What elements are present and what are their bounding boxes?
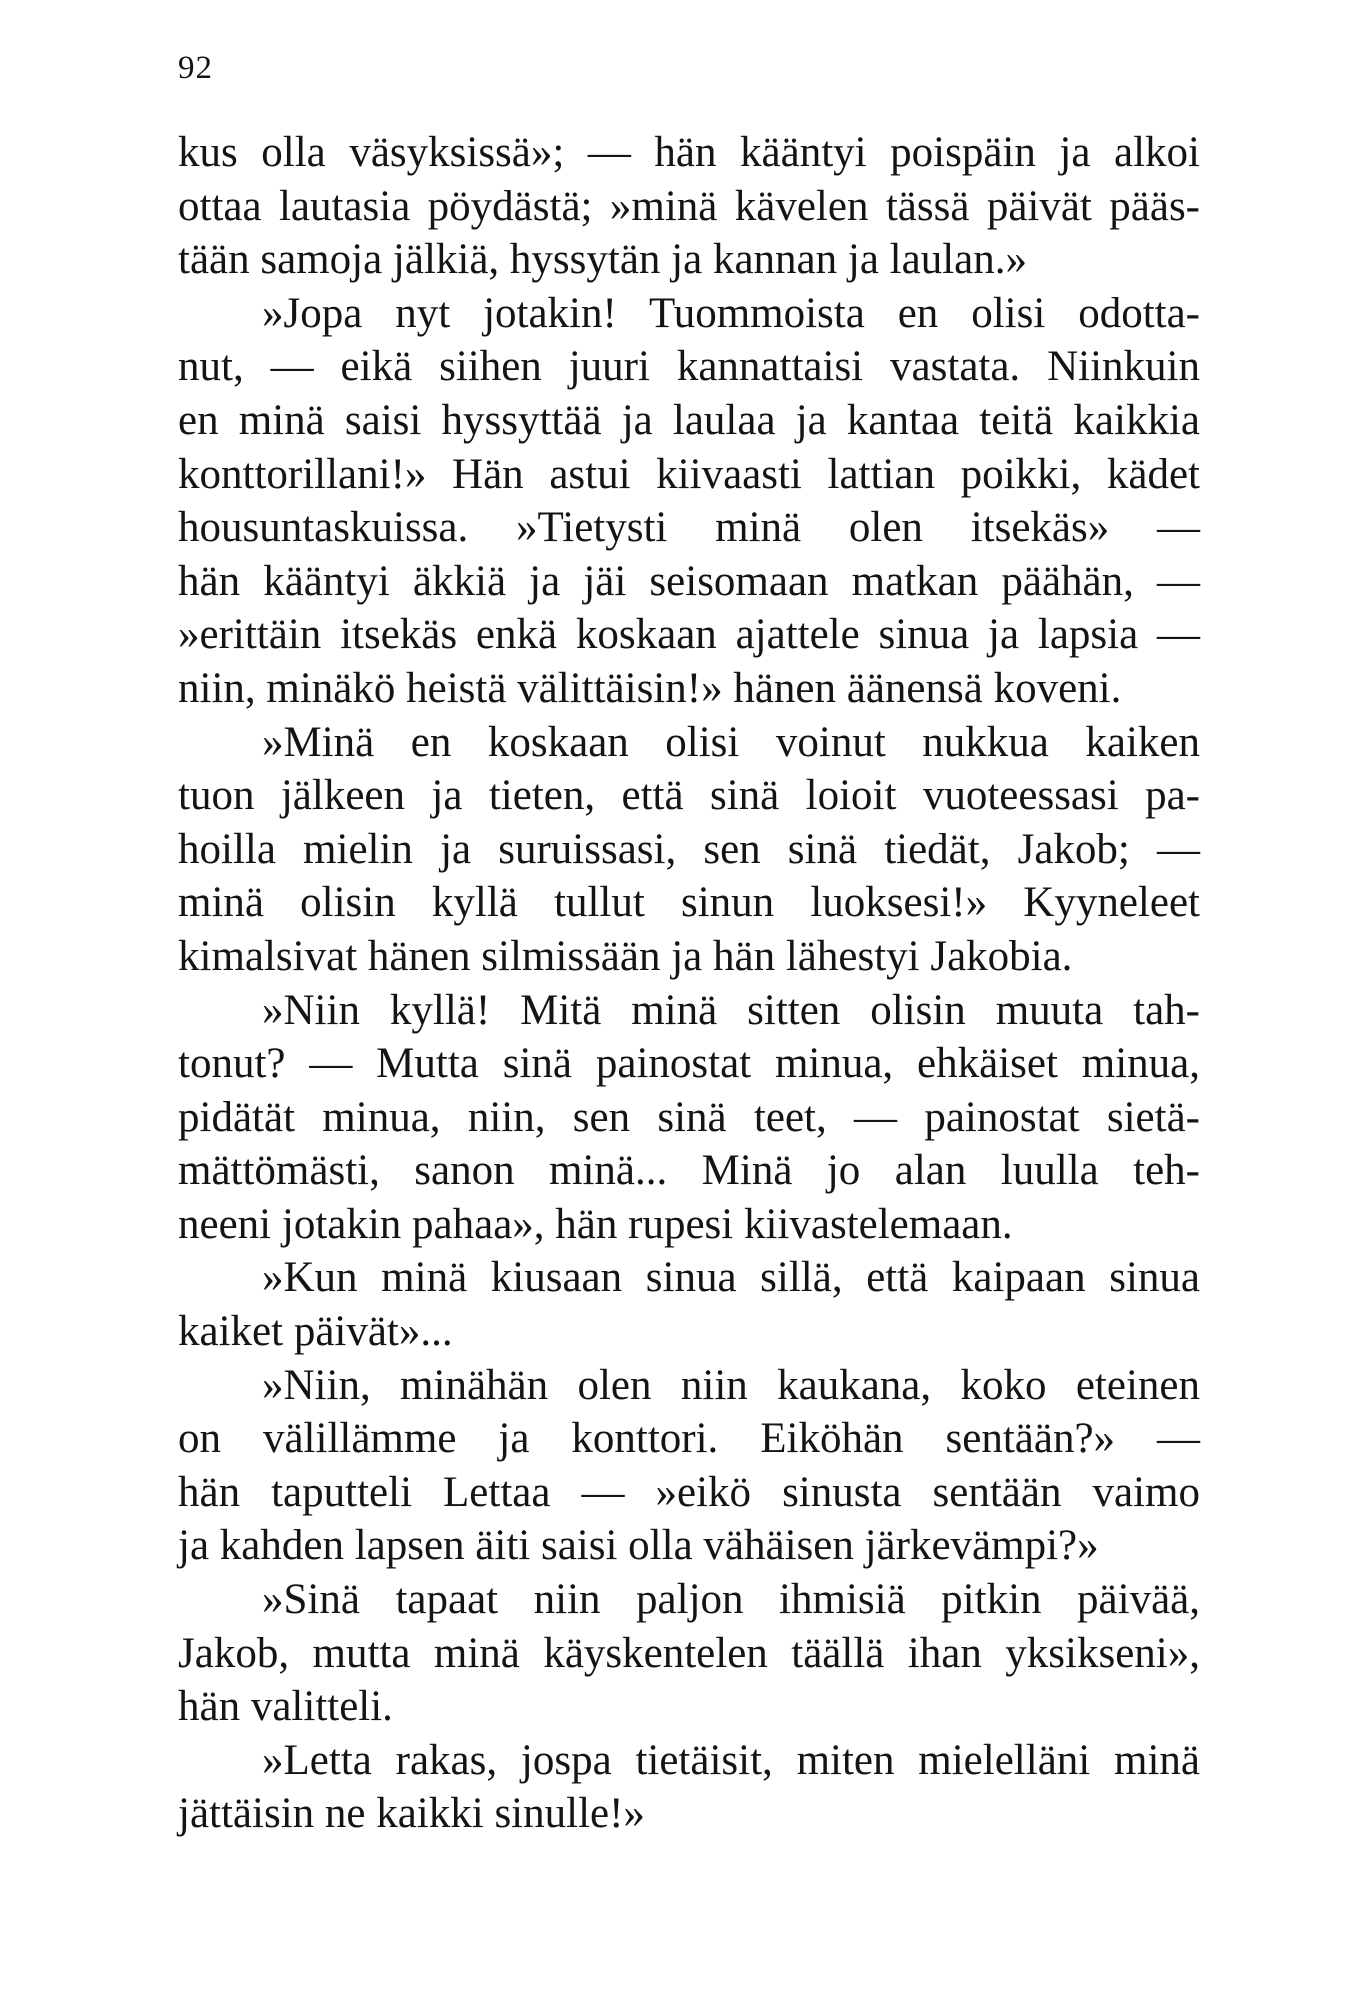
text-line: kimalsivat hänen silmissään ja hän lähestyi Jakobia. <box>178 932 1073 980</box>
text-line: hän taputteli Lettaa — »eikö sinusta sentään vaimo <box>178 1468 1200 1516</box>
text-line: »Sinä tapaat niin paljon ihmisiä pitkin päivää, <box>262 1576 1200 1624</box>
text-line: tään samoja jälkiä, hyssytän ja kannan ja laulan.» <box>178 236 1027 284</box>
text-line: on välillämme ja konttori. Eiköhän sentään?» — <box>178 1415 1200 1463</box>
text-line: Jakob, mutta minä käyskentelen täällä ihan yksikseni», <box>178 1629 1200 1677</box>
text-line: »Jopa nyt jotakin! Tuommoista en olisi odotta- <box>262 289 1200 337</box>
text-line: hän valitteli. <box>178 1683 393 1731</box>
text-line: en minä saisi hyssyttää ja laulaa ja kantaa teitä kaikkia <box>178 396 1200 444</box>
text-line: »erittäin itsekäs enkä koskaan ajattele sinua ja lapsia — <box>178 611 1200 659</box>
text-line: hoilla mielin ja suruissasi, sen sinä tiedät, Jakob; — <box>178 825 1200 873</box>
text-line: »Niin, minähän olen niin kaukana, koko eteinen <box>262 1361 1200 1409</box>
text-line: kaiket päivät»... <box>178 1308 453 1356</box>
body-text <box>178 126 1200 1841</box>
text-line: »Kun minä kiusaan sinua sillä, että kaipaan sinua <box>262 1254 1200 1302</box>
text-line: nut, — eikä siihen juuri kannattaisi vastata. Niinkuin <box>178 343 1200 391</box>
text-line: konttorillani!» Hän astui kiivaasti lattian poikki, kädet <box>178 450 1200 498</box>
text-line: jättäisin ne kaikki sinulle!» <box>178 1790 645 1838</box>
page-number: 92 <box>178 50 213 86</box>
text-line: »Niin kyllä! Mitä minä sitten olisin muuta tah- <box>262 986 1200 1034</box>
text-line: ja kahden lapsen äiti saisi olla vähäisen järkevämpi?» <box>178 1522 1099 1570</box>
text-line: ottaa lautasia pöydästä; »minä kävelen tässä päivät pääs- <box>178 182 1200 230</box>
text-line: tonut? — Mutta sinä painostat minua, ehkäiset minua, <box>178 1040 1200 1088</box>
text-line: niin, minäkö heistä välittäisin!» hänen äänensä koveni. <box>178 664 1122 712</box>
text-line: pidätät minua, niin, sen sinä teet, — painostat sietä- <box>178 1093 1200 1141</box>
text-line: mättömästi, sanon minä... Minä jo alan luulla teh- <box>178 1147 1200 1195</box>
text-line: hän kääntyi äkkiä ja jäi seisomaan matkan päähän, — <box>178 557 1200 605</box>
text-line: housuntaskuissa. »Tietysti minä olen itsekäs» — <box>178 504 1200 552</box>
text-line: »Letta rakas, jospa tietäisit, miten mielelläni minä <box>262 1736 1200 1784</box>
text-line: tuon jälkeen ja tieten, että sinä loioit vuoteessasi pa- <box>178 772 1200 820</box>
text-line: minä olisin kyllä tullut sinun luoksesi!» Kyyneleet <box>178 879 1200 927</box>
text-line: neeni jotakin pahaa», hän rupesi kiivastelemaan. <box>178 1200 1013 1248</box>
text-line: »Minä en koskaan olisi voinut nukkua kaiken <box>262 718 1200 766</box>
text-line: kus olla väsyksissä»; — hän kääntyi poispäin ja alkoi <box>178 129 1200 176</box>
